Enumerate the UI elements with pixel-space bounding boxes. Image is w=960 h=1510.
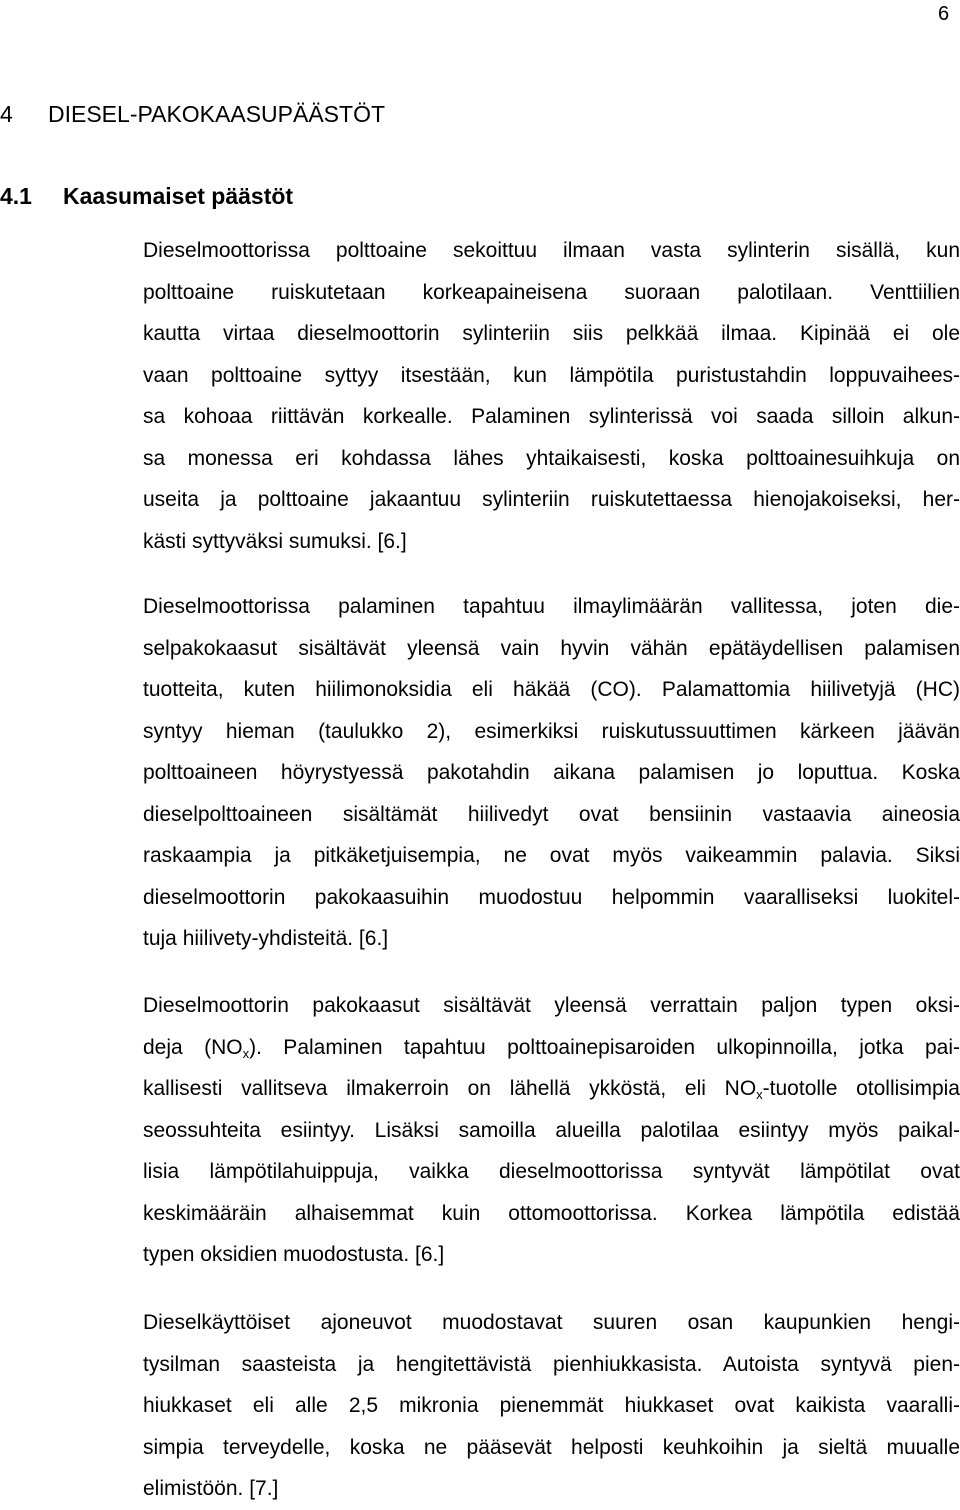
subscript-x: x xyxy=(242,1045,250,1061)
text-line: dieselpolttoaineen sisältämät hiilivedyt ovat bensiinin vastaavia aineosia xyxy=(143,802,960,826)
text-line xyxy=(143,1068,960,1110)
text-line: keskimääräin alhaisemmat kuin ottomoottorissa. Korkea lämpötila edistää xyxy=(143,1201,960,1225)
text-line: syntyy hieman (taulukko 2), esimerkiksi ruiskutussuuttimen kärkeen jäävän xyxy=(143,719,960,743)
chapter-title: DIESEL-PAKOKAASUPÄÄSTÖT xyxy=(48,101,386,127)
chapter-heading xyxy=(0,100,385,128)
subscript-x: x xyxy=(756,1087,763,1102)
text-line: tuja hiilivety-yhdisteitä. [6.] xyxy=(143,927,389,950)
section-heading xyxy=(0,182,293,210)
text-segment: kallisesti vallitseva ilmakerroin on lähellä ykköstä, eli NO xyxy=(143,1077,757,1100)
text-line: tuotteita, kuten hiilimonoksidia eli häkää (CO). Palamattomia hiilivetyjä (HC) xyxy=(143,678,960,701)
text-line: Dieselmoottorin pakokaasut sisältävät yleensä verrattain paljon typen oksi- xyxy=(143,994,960,1017)
text-line: simpia terveydelle, koska ne pääsevät helposti keuhkoihin ja sieltä muualle xyxy=(143,1435,960,1459)
text-line: Dieselkäyttöiset ajoneuvot muodostavat suuren osan kaupunkien hengi- xyxy=(143,1311,960,1334)
text-line: Dieselmoottorissa palaminen tapahtuu ilmaylimäärän vallitessa, joten die- xyxy=(143,595,960,618)
text-line: raskaampia ja pitkäketjuisempia, ne ovat myös vaikeammin palavia. Siksi xyxy=(143,844,960,867)
text-line: lisia lämpötilahuippuja, vaikka dieselmoottorissa syntyvät lämpötilat ovat xyxy=(143,1160,960,1183)
text-line: typen oksidien muodostusta. [6.] xyxy=(143,1243,445,1266)
section-number: 4.1 xyxy=(0,183,32,209)
text-line xyxy=(143,1027,960,1069)
text-line: useita ja polttoaine jakaantuu sylinteriin ruiskutettaessa hienojakoiseksi, her- xyxy=(143,488,960,511)
text-line: vaan polttoaine syttyy itsestään, kun lämpötila puristustahdin loppuvaihees- xyxy=(143,363,960,387)
text-line: Dieselmoottorissa polttoaine sekoittuu ilmaan vasta sylinterin sisällä, kun xyxy=(143,239,960,262)
text-line: sa kohoaa riittävän korkealle. Palaminen sylinterissä voi saada silloin alkun- xyxy=(143,405,960,428)
text-line: polttoaine ruiskutetaan korkeapaineisena suoraan palotilaan. Venttiilien xyxy=(143,280,960,304)
paragraph-4 xyxy=(143,1302,960,1510)
text-line: seossuhteita esiintyy. Lisäksi samoilla alueilla palotilaa esiintyy myös paikal- xyxy=(143,1118,960,1142)
text-line: hiukkaset eli alle 2,5 mikronia pienemmät hiukkaset ovat kaikista vaaralli- xyxy=(143,1394,960,1417)
paragraph-2 xyxy=(143,586,960,960)
text-line: kästi syttyväksi sumuksi. [6.] xyxy=(143,529,407,553)
text-segment: ). Palaminen tapahtuu polttoainepisaroiden ulkopinnoilla, jotka pai- xyxy=(249,1035,960,1059)
chapter-number: 4 xyxy=(0,101,13,127)
text-line: tysilman saasteista ja hengitettävistä pienhiukkasista. Autoista syntyvä pien- xyxy=(143,1352,960,1376)
text-line: polttoaineen höyrystyessä pakotahdin aikana palamisen jo loputtua. Koska xyxy=(143,761,960,784)
text-segment: deja (NO xyxy=(143,1035,243,1059)
text-line: kautta virtaa dieselmoottorin sylinteriin siis pelkkää ilmaa. Kipinää ei ole xyxy=(143,322,960,345)
section-title: Kaasumaiset päästöt xyxy=(63,183,294,209)
paragraph-3 xyxy=(143,985,960,1276)
text-segment: -tuotolle otollisimpia xyxy=(762,1077,960,1100)
page-number: 6 xyxy=(938,3,950,25)
text-line: elimistöön. [7.] xyxy=(143,1477,279,1500)
text-line: selpakokaasut sisältävät yleensä vain hyvin vähän epätäydellisen palamisen xyxy=(143,636,960,660)
paragraph-1 xyxy=(143,230,960,562)
text-line: dieselmoottorin pakokaasuihin muodostuu helpommin vaaralliseksi luokitel- xyxy=(143,885,960,909)
text-line: sa monessa eri kohdassa lähes yhtaikaisesti, koska polttoainesuihkuja on xyxy=(143,446,960,470)
